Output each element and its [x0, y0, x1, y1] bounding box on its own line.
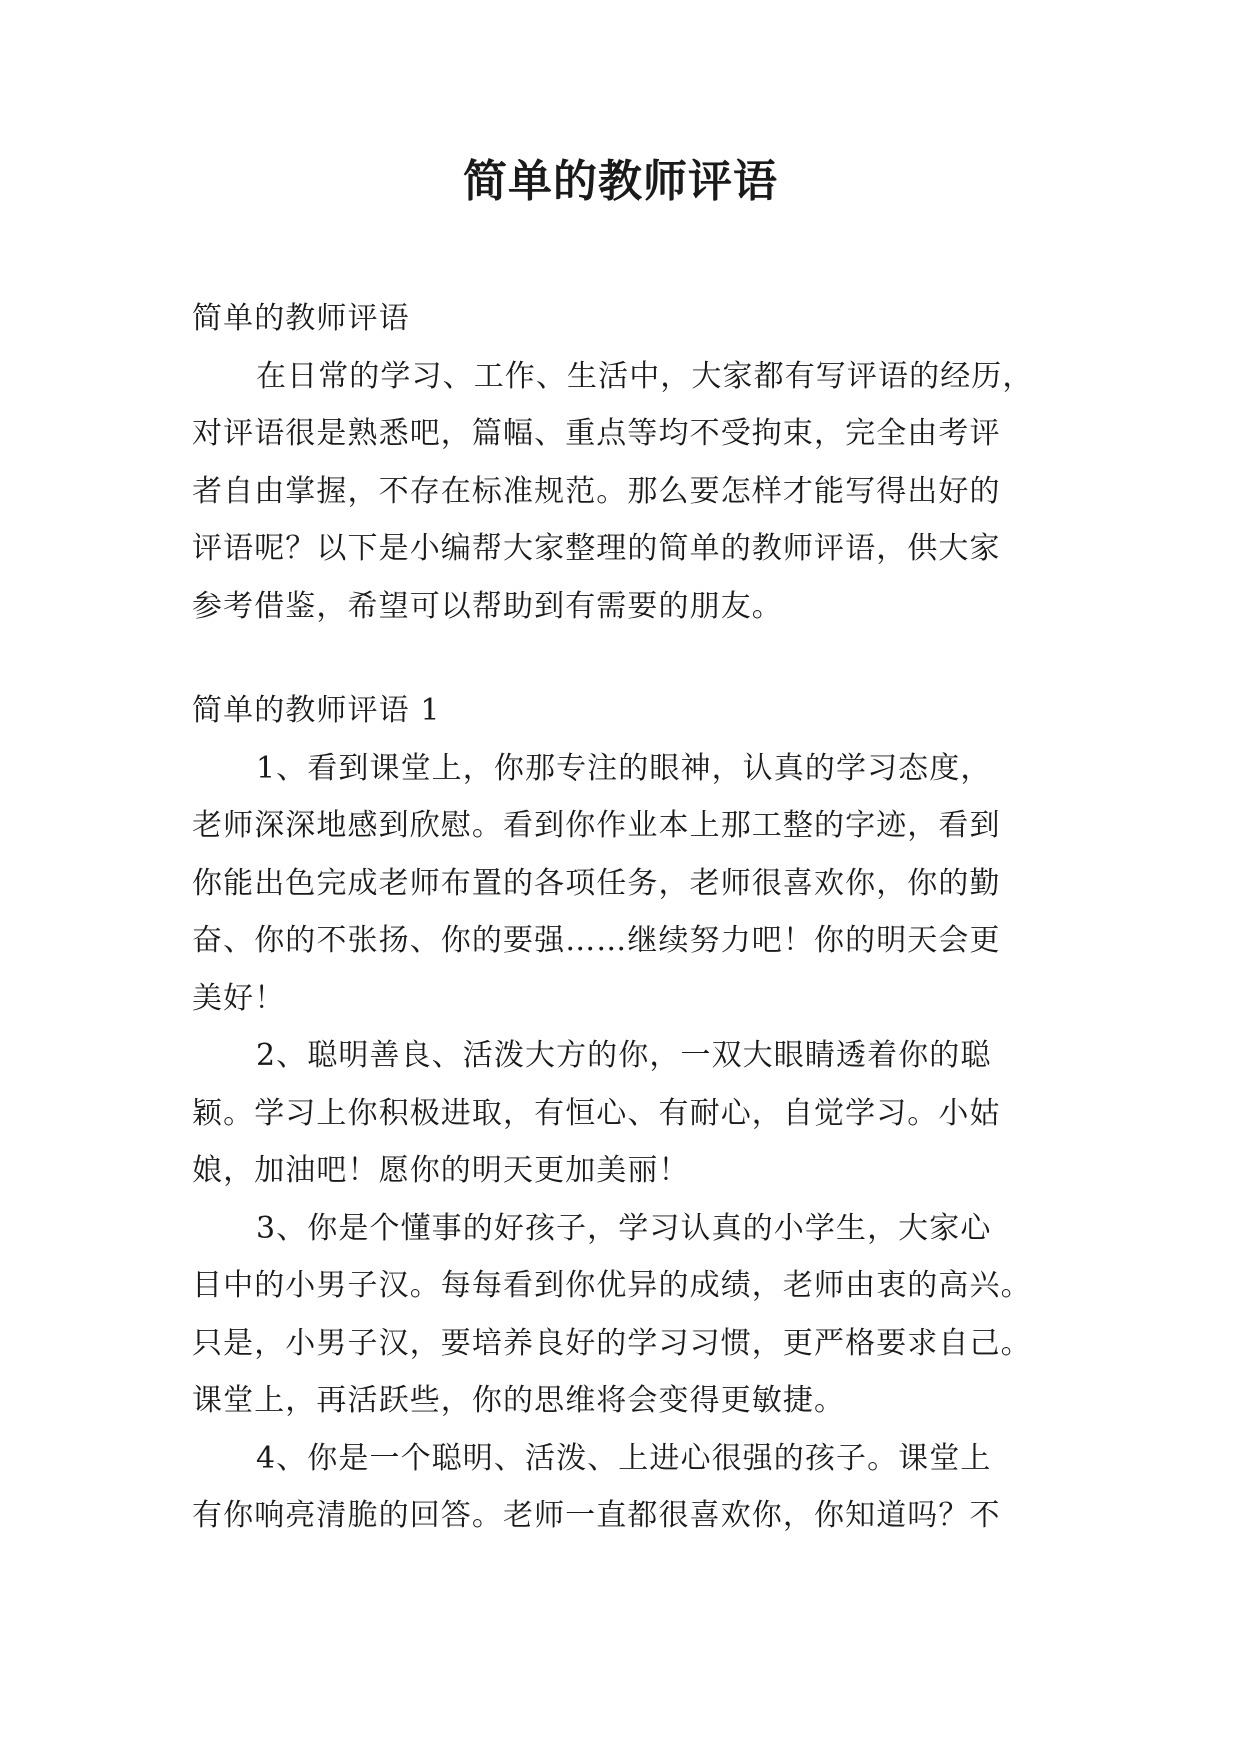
- comment-line: 只是，小男子汉，要培养良好的学习习惯，更严格要求自己。: [192, 1325, 1032, 1361]
- comment-line: 奋、你的不张扬、你的要强……继续努力吧！你的明天会更: [192, 923, 1001, 958]
- intro-paragraph: [192, 348, 1054, 636]
- comment-line: 娘，加油吧！愿你的明天更加美丽！: [192, 1153, 690, 1188]
- document-body: [192, 290, 1054, 1545]
- comment-line: 目中的小男子汉。每每看到你优异的成绩，老师由衷的高兴。: [192, 1268, 1032, 1303]
- intro-line: 参考借鉴，希望可以帮助到有需要的朋友。: [192, 588, 783, 624]
- comment-line: 3、你是个懂事的好孩子，学习认真的小学生，大家心: [256, 1210, 992, 1246]
- section-spacer: [192, 635, 1054, 682]
- comment-line: 有你响亮清脆的回答。老师一直都很喜欢你，你知道吗？不: [192, 1498, 1001, 1533]
- intro-line: 评语呢？以下是小编帮大家整理的简单的教师评语，供大家: [192, 531, 1001, 566]
- intro-line: 对评语很是熟悉吧，篇幅、重点等均不受拘束，完全由考评: [192, 416, 1001, 451]
- comment-item-4: [192, 1430, 1054, 1545]
- comment-line: 老师深深地感到欣慰。看到你作业本上那工整的字迹，看到: [192, 808, 1001, 843]
- comment-item-3: [192, 1200, 1054, 1430]
- comment-line: 美好！: [192, 980, 286, 1016]
- comment-line: 4、你是一个聪明、活泼、上进心很强的孩子。课堂上: [256, 1440, 992, 1476]
- comment-item-2: [192, 1027, 1054, 1200]
- comment-line: 你能出色完成老师布置的各项任务，老师很喜欢你，你的勤: [192, 865, 1001, 901]
- subtitle: 简单的教师评语: [192, 301, 410, 336]
- comment-line: 1、看到课堂上，你那专注的眼神，认真的学习态度，: [256, 750, 992, 786]
- intro-line: 者自由掌握，不存在标准规范。那么要怎样才能写得出好的: [192, 473, 1001, 509]
- document-title: 简单的教师评语: [463, 156, 778, 207]
- intro-line: 在日常的学习、工作、生活中，大家都有写评语的经历，: [256, 358, 1034, 394]
- comment-line: 课堂上，再活跃些，你的思维将会变得更敏捷。: [192, 1383, 846, 1418]
- comment-line: 颖。学习上你积极进取，有恒心、有耐心，自觉学习。小姑: [192, 1095, 1001, 1131]
- section-heading: 简单的教师评语 1: [192, 693, 441, 728]
- comment-item-1: [192, 740, 1054, 1028]
- comment-line: 2、聪明善良、活泼大方的你，一双大眼睛透着你的聪: [256, 1038, 992, 1073]
